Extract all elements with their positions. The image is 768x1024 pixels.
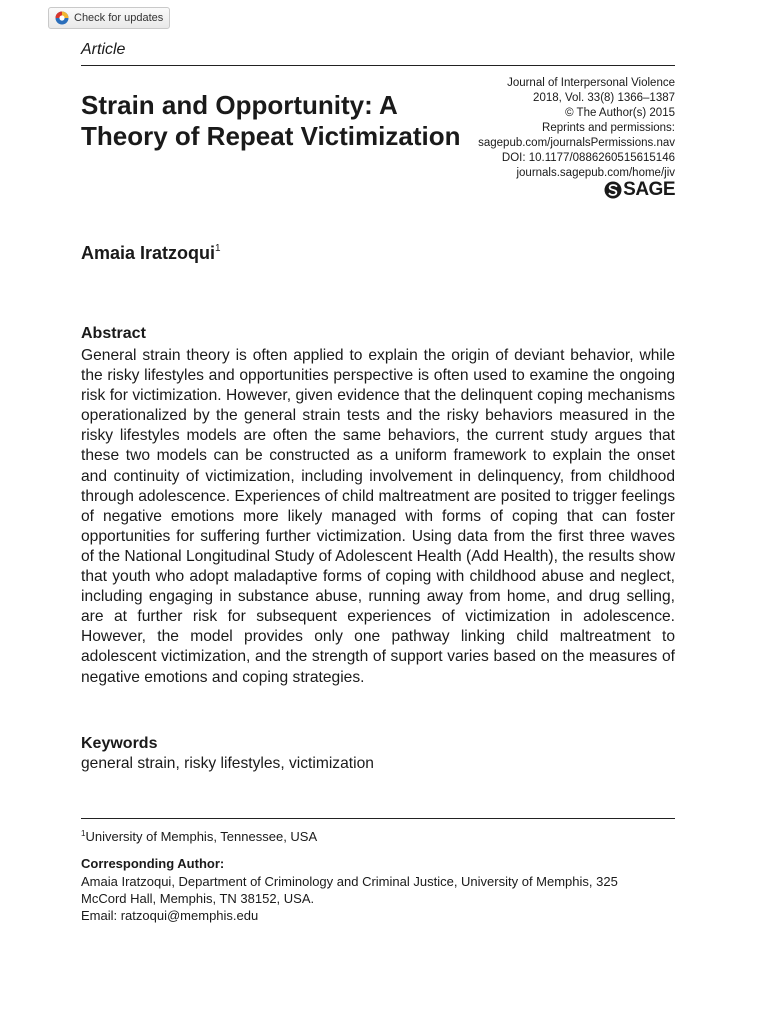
author-affiliation-marker: 1 [215,243,221,254]
keywords-heading: Keywords [81,735,158,752]
corresponding-address-line-2: McCord Hall, Memphis, TN 38152, USA. [81,891,315,906]
corresponding-email[interactable]: Email: ratzoqui@memphis.edu [81,908,259,923]
publisher-logo [604,180,675,199]
header-divider [81,65,675,66]
check-for-updates-button[interactable] [48,7,170,29]
sage-s-icon [604,181,622,199]
corresponding-author-details [81,873,681,924]
affiliation-marker: 1 [81,829,86,838]
journal-copyright: © The Author(s) 2015 [565,107,675,119]
corresponding-author-heading: Corresponding Author: [81,856,225,871]
journal-info [395,76,675,181]
journal-volume: 2018, Vol. 33(8) 1366–1387 [533,92,675,104]
corresponding-address-line-1: Amaia Iratzoqui, Department of Criminology and Criminal Justice, University of Memphis, 325 [81,874,618,889]
paper-title: Strain and Opportunity: A Theory of Repeat Victimization [81,90,461,151]
check-for-updates-label: Check for updates [74,12,164,24]
journal-doi[interactable]: DOI: 10.1177/0886260515615146 [501,152,675,164]
author-name [81,243,221,264]
affiliation-footnote [81,829,317,844]
journal-reprints: Reprints and permissions: [542,122,675,134]
abstract-text: General strain theory is often applied to explain the origin of deviant behavior, while the risky lifestyles and opportunities perspective is often used to examine the ongoing risk for victimization. However, given evidence that the delinquent coping mechanisms operationalized by the general strain tests and the risky behaviors measured in the risky lifestyles models are often the same behaviors, the current study argues that these two models can be constructed as a uniform framework to explain the onset and continuity of victimization, including involvement in delinquency, from childhood through adolescence. Experiences of child maltreatment are posited to trigger feelings of negative emotions more likely managed with forms of coping that can foster opportunities for suffering further victimization. Using data from the first three waves of the National Longitudinal Study of Adolescent Health (Add Health), the results show that youth who adopt maladaptive forms of coping with childhood abuse and neglect, including engaging in substance abuse, running away from home, and drug selling, are at further risk for subsequent experiences of victimization in adolescence. However, the model provides only one pathway linking child maltreatment to adolescent victimization, and the strength of support varies based on the measures of negative emotions and coping strategies. [81,347,675,686]
crossmark-icon [55,11,69,25]
article-type-label: Article [81,41,126,58]
abstract-heading: Abstract [81,325,146,342]
journal-permissions-link[interactable]: sagepub.com/journalsPermissions.nav [478,137,675,149]
journal-homepage-link[interactable]: journals.sagepub.com/home/jiv [516,167,675,179]
journal-name: Journal of Interpersonal Violence [507,77,675,89]
affiliation-text: University of Memphis, Tennessee, USA [85,829,318,844]
author-name-text: Amaia Iratzoqui [81,243,216,263]
keywords-text: general strain, risky lifestyles, victimization [81,755,374,772]
footnote-divider [81,818,675,819]
publisher-name: SAGE [623,179,675,200]
